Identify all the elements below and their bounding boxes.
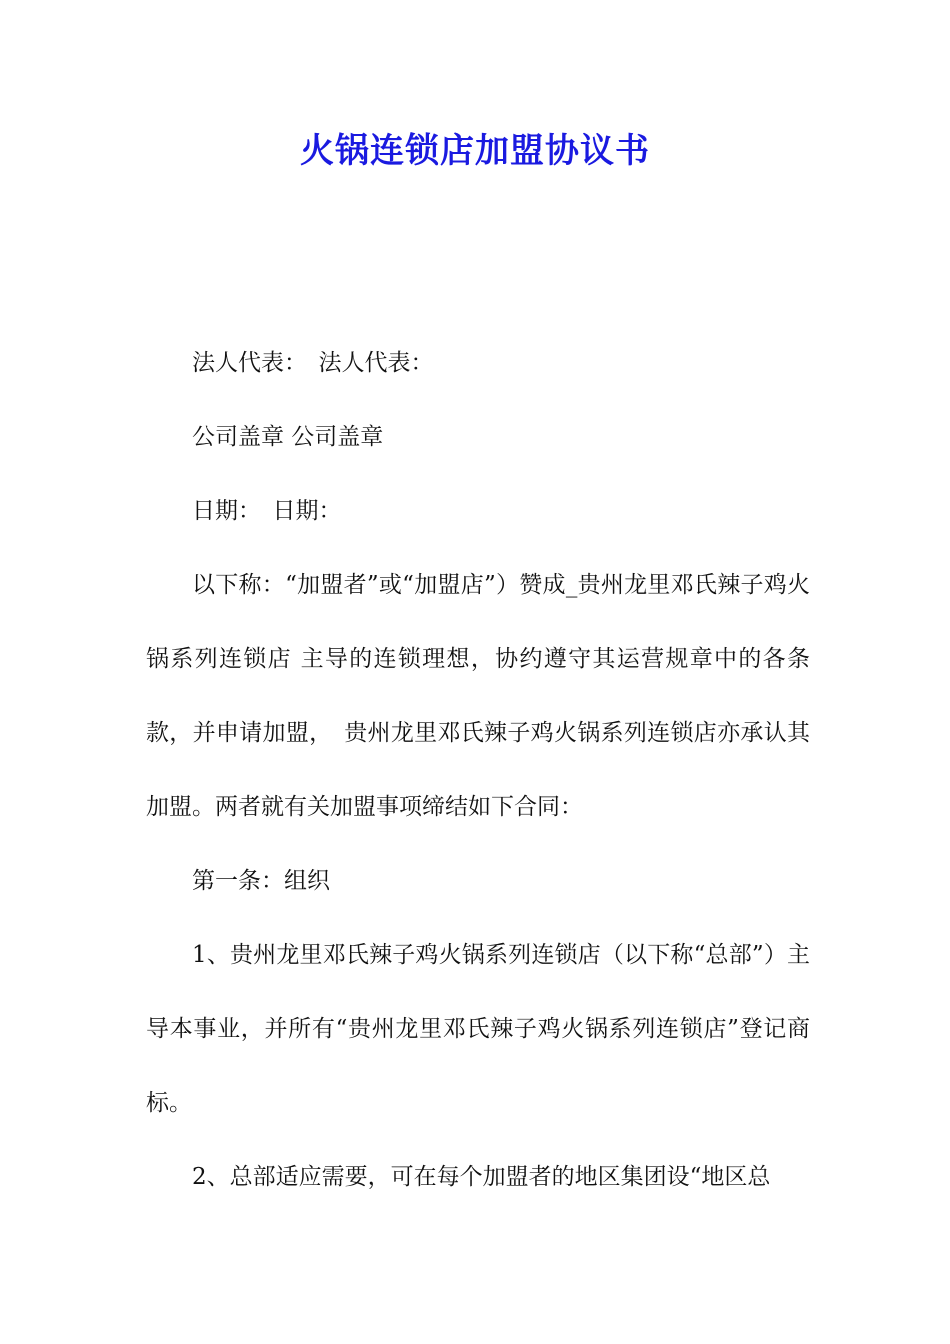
- document-title: 火锅连锁店加盟协议书: [300, 131, 650, 171]
- paragraph-preamble: 以下称：“加盟者”或“加盟店”）赞成_贵州龙里邓氏辣子鸡火锅系列连锁店 主导的连锁理想，协约遵守其运营规章中的各条款，并申请加盟， 贵州龙里邓氏辣子鸡火锅系列连锁店亦承认其加盟。两者就有关加盟事项缔结如下合同：: [146, 572, 810, 820]
- paragraph-legal-representative: 法人代表： 法人代表：: [192, 350, 434, 376]
- paragraph-date: 日期： 日期：: [192, 498, 342, 524]
- paragraph-clause-2: 2、总部适应需要，可在每个加盟者的地区集团设“地区总: [192, 1164, 771, 1190]
- paragraph-article-one-heading: 第一条：组织: [192, 868, 330, 894]
- document-body: [146, 326, 810, 1214]
- paragraph-clause-1: 1、贵州龙里邓氏辣子鸡火锅系列连锁店（以下称“总部”）主导本事业，并所有“贵州龙里邓氏辣子鸡火锅系列连锁店”登记商标。: [146, 942, 810, 1116]
- paragraph-company-seal: 公司盖章 公司盖章: [192, 424, 384, 450]
